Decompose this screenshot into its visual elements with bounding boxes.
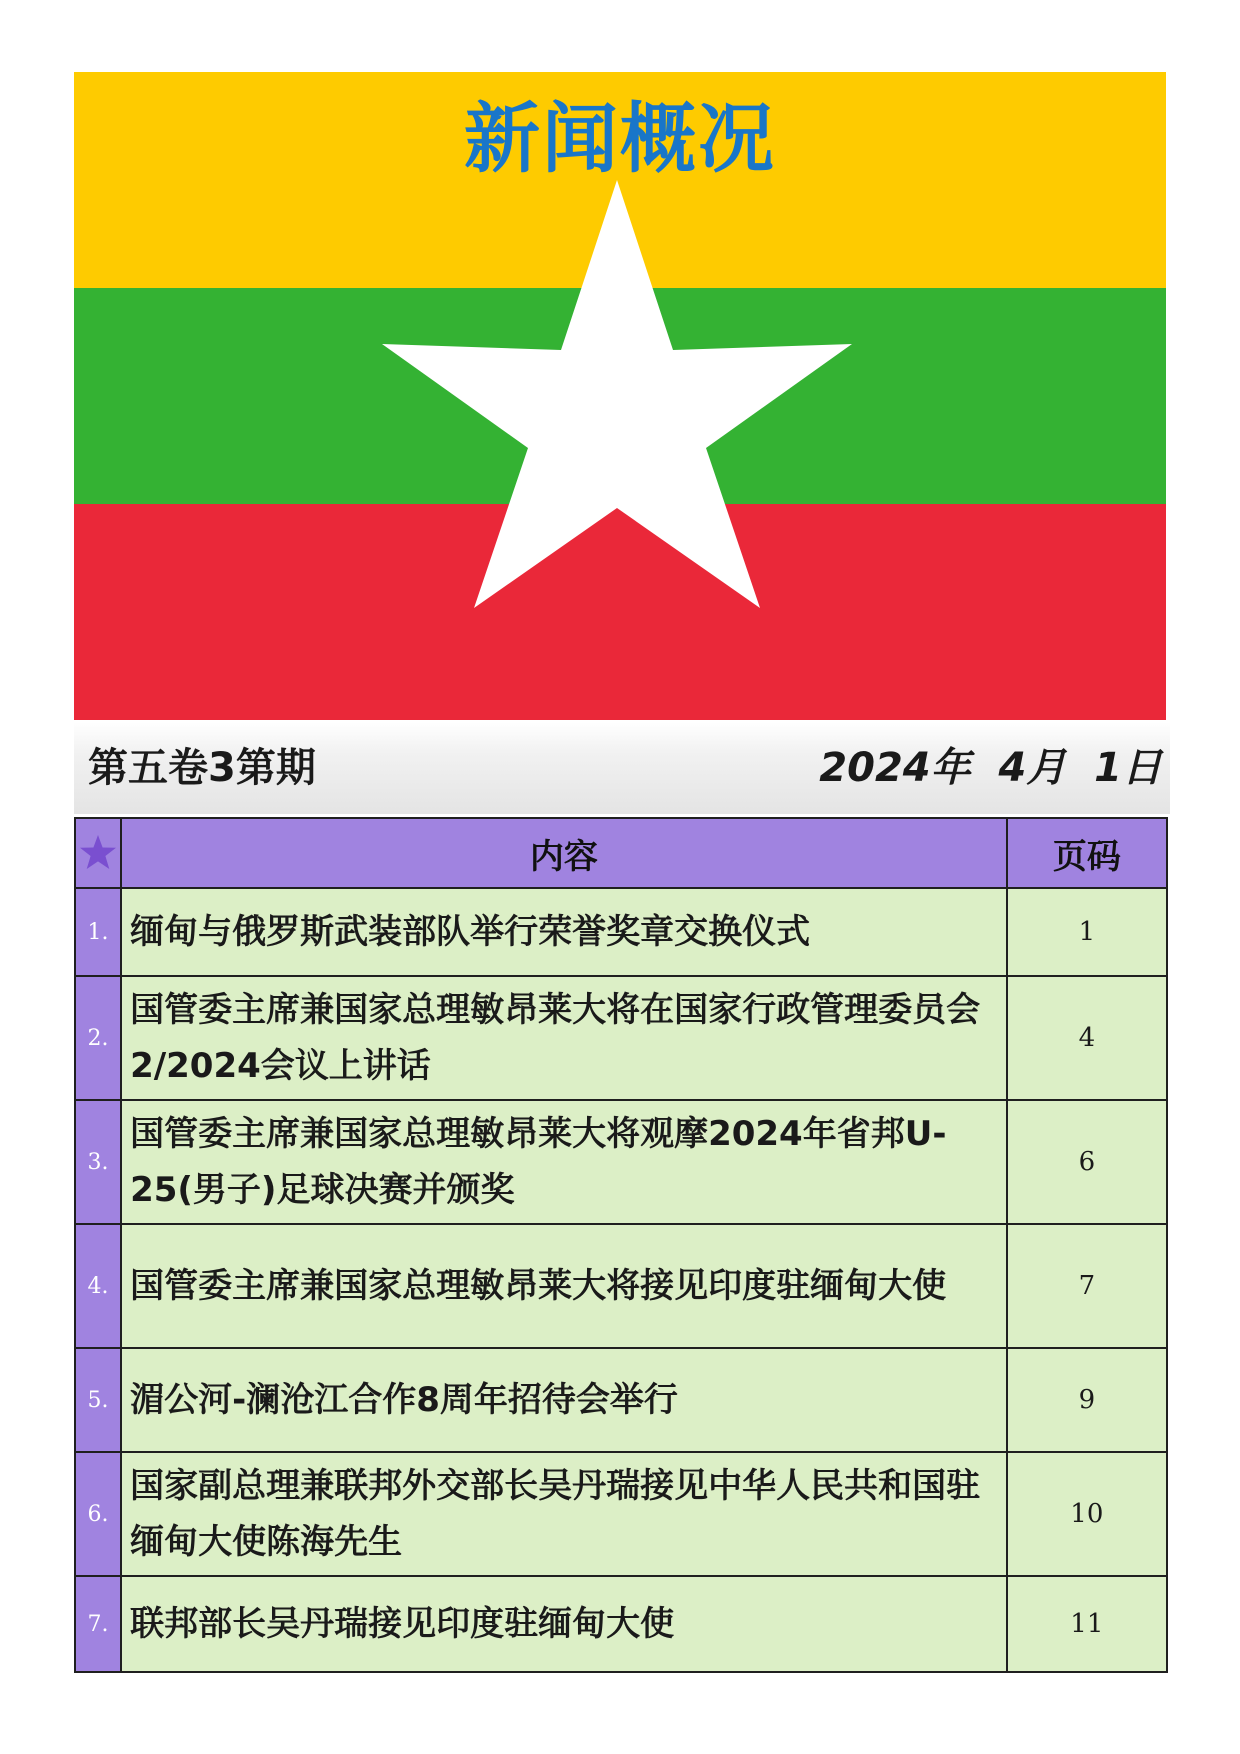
contents-header-icon-cell: [75, 818, 121, 888]
row-title[interactable]: 国家副总理兼联邦外交部长吴丹瑞接见中华人民共和国驻缅甸大使陈海先生: [121, 1452, 1007, 1576]
contents-header-page: 页码: [1007, 818, 1167, 888]
row-page-number: 4: [1007, 976, 1167, 1100]
row-title[interactable]: 湄公河-澜沧江合作8周年招待会举行: [121, 1348, 1007, 1452]
flag-star-shape: [382, 180, 852, 608]
table-row[interactable]: [75, 888, 1167, 976]
table-row[interactable]: [75, 1576, 1167, 1672]
row-number: 7.: [75, 1576, 121, 1672]
table-row[interactable]: [75, 1224, 1167, 1348]
row-page-number: 11: [1007, 1576, 1167, 1672]
row-page-number: 1: [1007, 888, 1167, 976]
row-page-number: 6: [1007, 1100, 1167, 1224]
row-title[interactable]: 国管委主席兼国家总理敏昂莱大将观摩2024年省邦U-25(男子)足球决赛并颁奖: [121, 1100, 1007, 1224]
row-page-number: 10: [1007, 1452, 1167, 1576]
issue-volume: 第五卷3第期: [88, 745, 316, 791]
row-title[interactable]: 缅甸与俄罗斯武装部队举行荣誉奖章交换仪式: [121, 888, 1007, 976]
issue-date: 2024年 4月 1日: [819, 745, 1162, 791]
star-icon: [78, 833, 118, 873]
contents-header-row: [75, 818, 1167, 888]
issue-bar: [74, 722, 1170, 814]
row-title[interactable]: 国管委主席兼国家总理敏昂莱大将接见印度驻缅甸大使: [121, 1224, 1007, 1348]
row-number: 1.: [75, 888, 121, 976]
table-row[interactable]: [75, 1348, 1167, 1452]
table-row[interactable]: [75, 976, 1167, 1100]
table-row[interactable]: [75, 1452, 1167, 1576]
masthead-title: 新闻概况: [464, 94, 776, 183]
row-number: 5.: [75, 1348, 121, 1452]
row-number: 6.: [75, 1452, 121, 1576]
contents-header-content: 内容: [121, 818, 1007, 888]
table-row[interactable]: [75, 1100, 1167, 1224]
contents-table: [74, 817, 1168, 1673]
row-number: 2.: [75, 976, 121, 1100]
row-page-number: 9: [1007, 1348, 1167, 1452]
flag-banner: [74, 72, 1166, 720]
row-title[interactable]: 联邦部长吴丹瑞接见印度驻缅甸大使: [121, 1576, 1007, 1672]
row-number: 3.: [75, 1100, 121, 1224]
row-page-number: 7: [1007, 1224, 1167, 1348]
row-title[interactable]: 国管委主席兼国家总理敏昂莱大将在国家行政管理委员会2/2024会议上讲话: [121, 976, 1007, 1100]
row-number: 4.: [75, 1224, 121, 1348]
header-star-shape: [80, 835, 116, 869]
